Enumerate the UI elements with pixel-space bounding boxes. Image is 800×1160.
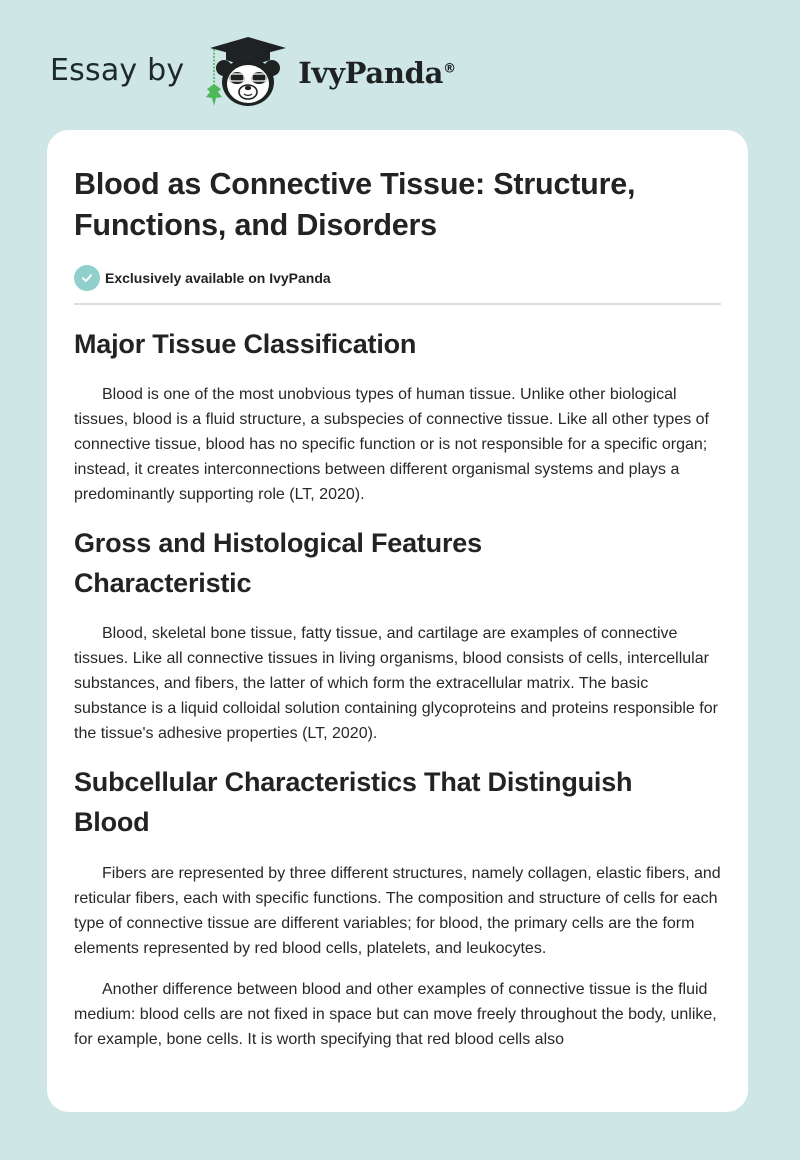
- site-header-brand[interactable]: [50, 34, 456, 110]
- exclusive-badge: [74, 265, 721, 291]
- brand-prefix: Essay by: [50, 52, 185, 88]
- section-paragraph: Blood, skeletal bone tissue, fatty tissue, and cartilage are examples of connective tissues. Like all connective tissues in living organisms, blood consists of cells, intercellular substances, and fibers, the latter of which form the extracellular matrix. The basic substance is a liquid colloidal solution containing glycoproteins and proteins responsible for the tissue's adhesive properties (LT, 2020).: [74, 625, 718, 742]
- essay-title: Blood as Connective Tissue: Structure, Functions, and Disorders: [74, 167, 636, 242]
- section-heading: Subcellular Characteristics That Distinguish Blood: [74, 767, 633, 837]
- section-paragraph: Fibers are represented by three different structures, namely collagen, elastic fibers, and reticular fibers, each with specific functions. The composition and structure of cells for each type of connective tissue are different variables; for blood, the primary cells are the form elements represented by red blood cells, platelets, and leukocytes.: [74, 865, 721, 957]
- section-heading: Gross and Histological Features Characteristic: [74, 528, 482, 598]
- registered-mark: ®: [443, 61, 456, 77]
- panda-graduation-cap-icon: [202, 34, 294, 110]
- title-divider: [74, 303, 721, 305]
- essay-card: [47, 130, 748, 1112]
- badge-text: Exclusively available on IvyPanda: [105, 270, 331, 286]
- brand-name: [298, 56, 456, 90]
- brand-name-text: IvyPanda: [298, 56, 444, 90]
- section-paragraph: Blood is one of the most unobvious types of human tissue. Unlike other biological tissues, blood is a fluid structure, a subspecies of connective tissue. Like all other types of connective tissue, blood has no specific function or is not responsible for a specific organ; instead, it creates interconnections between different organismal systems and plays a predominantly supporting role (LT, 2020).: [74, 386, 709, 503]
- section-paragraph: Another difference between blood and other examples of connective tissue is the fluid medium: blood cells are not fixed in space but can move freely throughout the body, unlike, for example, bone cells. It is worth specifying that red blood cells also: [74, 981, 717, 1048]
- check-circle-icon: [74, 265, 100, 291]
- section-heading: Major Tissue Classification: [74, 329, 417, 359]
